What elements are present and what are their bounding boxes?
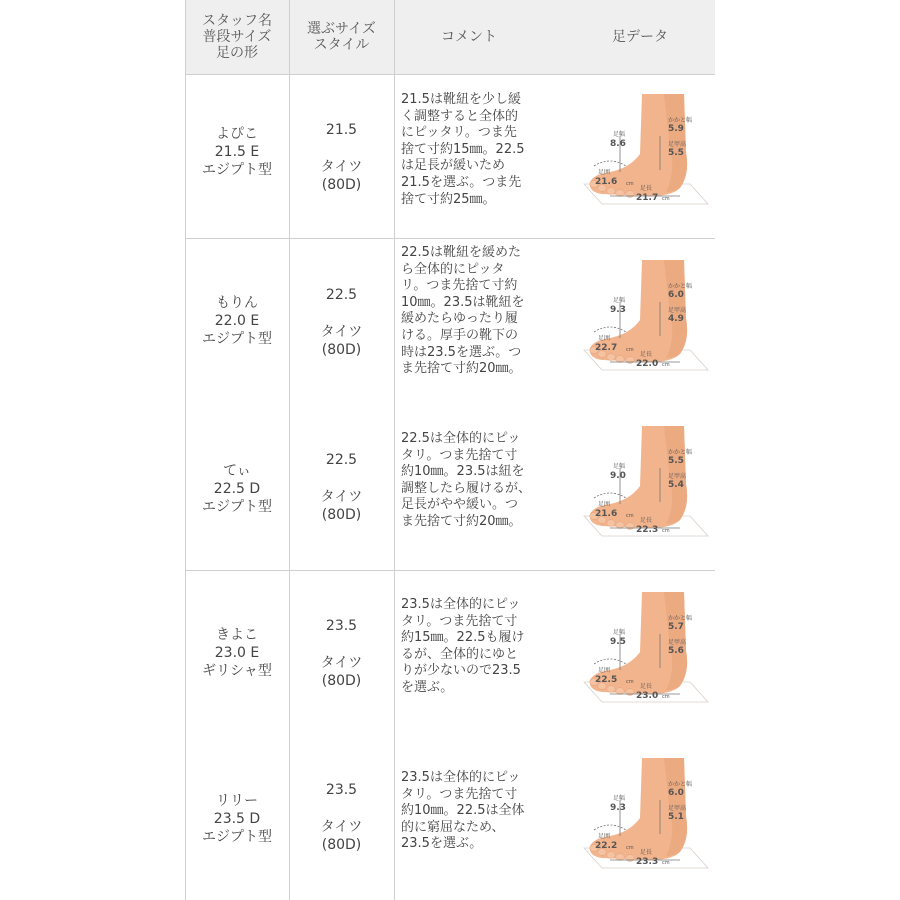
wear-style: タイツ (80D) — [320, 489, 363, 523]
foot-length-value: 23.0 — [636, 691, 659, 701]
comment-text: 22.5は全体的にピッ タリ。つま先捨て寸 約10㎜。23.5は紐を 調整したら履けるが、 足長がやや緩い。つ ま先捨て寸約20㎜。 — [401, 431, 532, 529]
heel-width-value: 5.5 — [668, 456, 684, 466]
column-divider — [394, 0, 395, 900]
girth-unit-label: cm — [626, 181, 634, 187]
foot-width-value: 8.6 — [610, 139, 626, 149]
foot-width-label: 足幅 — [613, 463, 626, 470]
instep-height-label: 足甲高 — [668, 473, 687, 480]
length-unit-label: cm — [662, 362, 670, 368]
toe-icon — [616, 190, 624, 197]
foot-girth-label: 足囲 — [598, 667, 611, 674]
heel-width-value: 5.7 — [668, 622, 684, 632]
instep-height-label: 足甲高 — [668, 639, 687, 646]
toe-icon — [607, 686, 615, 693]
foot-data-diagram — [580, 258, 710, 378]
foot-width-value: 9.5 — [610, 637, 626, 647]
foot-length-value: 22.3 — [636, 525, 659, 535]
comment-text: 23.5は全体的にピッ タリ。つま先捨て寸 約10㎜。22.5は全体 的に窮屈なため、 23.5を選ぶ。 — [401, 770, 525, 852]
foot-width-label: 足幅 — [613, 629, 626, 636]
comment-text: 23.5は全体的にピッ タリ。つま先捨て寸 約15㎜。22.5も履け るが、全体的にゆと りが少ないので23.5 を選ぶ。 — [401, 597, 525, 695]
toe-icon — [607, 188, 615, 195]
foot-length-label: 足長 — [640, 185, 653, 192]
comment-text: 22.5は靴紐を緩めた ら全体的にピッタ リ。つま先捨て寸約 10㎜。23.5は靴紐を 緩めたらゆったり履 ける。厚手の靴下の 時は23.5を選ぶ。つ ま先捨て寸約20㎜。 — [401, 245, 525, 377]
foot-girth-value: 21.6 — [595, 509, 618, 519]
toe-icon — [616, 854, 624, 861]
instep-height-value: 5.6 — [668, 646, 684, 656]
staff-info: リリー 23.5 D エジプト型 — [202, 793, 272, 845]
staff-info: もりん 22.0 E エジプト型 — [202, 295, 272, 347]
foot-width-value: 9.3 — [610, 803, 626, 813]
header-staff: スタッフ名 普段サイズ 足の形 — [202, 13, 272, 61]
instep-height-value: 5.4 — [668, 480, 684, 490]
foot-width-value: 9.0 — [610, 471, 626, 481]
foot-girth-label: 足囲 — [598, 833, 611, 840]
foot-length-label: 足長 — [640, 849, 653, 856]
instep-height-value: 4.9 — [668, 314, 684, 324]
foot-width-label: 足幅 — [613, 131, 626, 138]
header-foot-data: 足データ — [612, 29, 668, 45]
foot-girth-value: 22.7 — [595, 343, 618, 353]
foot-length-value: 21.7 — [636, 193, 659, 203]
wear-style: タイツ (80D) — [320, 324, 363, 358]
wear-style: タイツ (80D) — [320, 655, 363, 689]
toe-icon — [616, 522, 624, 529]
foot-girth-value: 21.6 — [595, 177, 618, 187]
heel-width-value: 5.9 — [668, 124, 684, 134]
girth-unit-label: cm — [626, 845, 634, 851]
heel-width-label: かかと幅 — [668, 615, 693, 622]
chosen-size: 22.5 — [325, 287, 358, 303]
instep-height-label: 足甲高 — [668, 805, 687, 812]
comment-text: 21.5は靴紐を少し緩 く調整すると全体的 にピッタリ。つま先 捨て寸約15㎜。22.5 は足長が緩いため 21.5を選ぶ。つま先 捨て寸約25㎜。 — [401, 92, 525, 207]
instep-height-value: 5.1 — [668, 812, 684, 822]
heel-width-value: 6.0 — [668, 290, 684, 300]
heel-width-value: 6.0 — [668, 788, 684, 798]
girth-measure-arc — [594, 327, 626, 332]
foot-length-label: 足長 — [640, 517, 653, 524]
heel-width-label: かかと幅 — [668, 449, 693, 456]
chosen-size: 23.5 — [325, 618, 358, 634]
wear-style: タイツ (80D) — [320, 819, 363, 853]
toe-icon — [616, 356, 624, 363]
instep-height-label: 足甲高 — [668, 307, 687, 314]
toe-icon — [607, 520, 615, 527]
foot-illustration — [580, 92, 710, 212]
staff-info: きよこ 23.0 E ギリシャ型 — [202, 627, 272, 679]
heel-width-label: かかと幅 — [668, 781, 693, 788]
girth-measure-arc — [594, 825, 626, 830]
fitting-table — [185, 0, 715, 900]
foot-girth-label: 足囲 — [598, 501, 611, 508]
girth-measure-arc — [594, 659, 626, 664]
staff-info: てぃ 22.5 D エジプト型 — [202, 463, 272, 515]
row-divider — [185, 238, 715, 239]
toe-icon — [607, 354, 615, 361]
header-comment: コメント — [441, 29, 497, 45]
girth-unit-label: cm — [626, 679, 634, 685]
table-header — [185, 0, 715, 74]
foot-data-diagram — [580, 424, 710, 544]
length-unit-label: cm — [662, 860, 670, 866]
foot-width-value: 9.3 — [610, 305, 626, 315]
chosen-size: 22.5 — [325, 452, 358, 468]
girth-unit-label: cm — [626, 513, 634, 519]
chosen-size: 23.5 — [325, 782, 358, 798]
foot-data-diagram — [580, 92, 710, 212]
foot-length-value: 22.0 — [636, 359, 659, 369]
length-unit-label: cm — [662, 196, 670, 202]
row-divider — [185, 74, 715, 75]
foot-width-label: 足幅 — [613, 795, 626, 802]
row-divider — [185, 570, 715, 571]
foot-data-diagram — [580, 590, 710, 710]
wear-style: タイツ (80D) — [320, 159, 363, 193]
girth-measure-arc — [594, 161, 626, 166]
foot-illustration — [580, 590, 710, 710]
foot-illustration — [580, 424, 710, 544]
length-unit-label: cm — [662, 694, 670, 700]
instep-height-label: 足甲高 — [668, 141, 687, 148]
foot-illustration — [580, 756, 710, 876]
heel-width-label: かかと幅 — [668, 117, 693, 124]
foot-length-label: 足長 — [640, 351, 653, 358]
girth-unit-label: cm — [626, 347, 634, 353]
foot-girth-label: 足囲 — [598, 335, 611, 342]
foot-width-label: 足幅 — [613, 297, 626, 304]
header-size-style: 選ぶサイズ スタイル — [307, 21, 376, 53]
instep-height-value: 5.5 — [668, 148, 684, 158]
toe-icon — [616, 688, 624, 695]
girth-measure-arc — [594, 493, 626, 498]
foot-data-diagram — [580, 756, 710, 876]
foot-length-value: 23.3 — [636, 857, 659, 867]
toe-icon — [607, 852, 615, 859]
foot-illustration — [580, 258, 710, 378]
length-unit-label: cm — [662, 528, 670, 534]
foot-girth-label: 足囲 — [598, 169, 611, 176]
foot-girth-value: 22.2 — [595, 841, 618, 851]
chosen-size: 21.5 — [325, 122, 358, 138]
foot-length-label: 足長 — [640, 683, 653, 690]
foot-girth-value: 22.5 — [595, 675, 618, 685]
heel-width-label: かかと幅 — [668, 283, 693, 290]
staff-info: よぴこ 21.5 E エジプト型 — [202, 126, 272, 178]
